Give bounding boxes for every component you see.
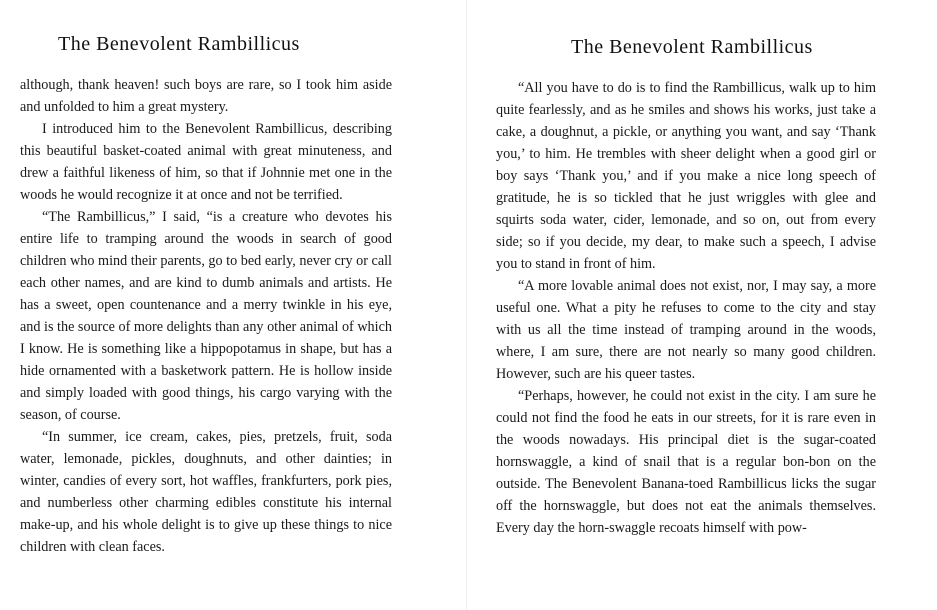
right-text-block bbox=[496, 77, 876, 539]
page-gutter bbox=[466, 0, 467, 610]
left-running-head: The Benevolent Rambillicus bbox=[58, 33, 300, 55]
left-text-block bbox=[20, 74, 392, 558]
left-page bbox=[0, 0, 468, 610]
left-paragraph-2: I introduced him to the Benevolent Rambillicus, describing this beautiful basket-coated animal with great minuteness, and drew a faithful likeness of him, so that if Johnnie met one in the woods he would recognize it at once and not be terrified. bbox=[20, 121, 392, 203]
right-paragraph-3: “Perhaps, however, he could not exist in the city. I am sure he could not find the food he eats in our streets, for it is rare even in the woods nowadays. His principal diet is the sugar-coated hornswaggle, a kind of snail that is a regular bon-bon on the outside. The Benevolent Banana-toed Rambillicus licks the sugar off the hornswaggle, but does not eat the animals themselves. Every day the horn-swaggle recoats himself with pow- bbox=[496, 388, 876, 536]
right-page bbox=[468, 0, 937, 610]
left-paragraph-4: “In summer, ice cream, cakes, pies, pretzels, fruit, soda water, lemonade, pickles, doughnuts, and other dainties; in winter, candies of every sort, hot waffles, frankfurters, pork pies, and numberless other charming edibles constitute his internal make-up, and his whole delight is to give up these things to nice children with clean faces. bbox=[20, 429, 392, 555]
right-running-head: The Benevolent Rambillicus bbox=[571, 36, 813, 58]
left-paragraph-1: although, thank heaven! such boys are rare, so I took him aside and unfolded to him a great mystery. bbox=[20, 77, 392, 115]
right-paragraph-1: “All you have to do is to find the Rambillicus, walk up to him quite fearlessly, and as he smiles and shows his works, just take a cake, a doughnut, a pickle, or anything you want, and say ‘Thank you,’ to him. He trembles with sheer delight when a good girl or boy says ‘Thank you,’ and if you make a nice long speech of gratitude, he is so tickled that he just wriggles with glee and squirts soda water, cider, lemonade, and so on, out from every side; so if you decide, my dear, to make such a speech, I advise you to stand in front of him. bbox=[496, 80, 876, 272]
left-paragraph-3: “The Rambillicus,” I said, “is a creature who devotes his entire life to tramping around the woods in search of good children who mind their parents, go to bed early, never cry or call each other names, and are kind to dumb animals and artists. He has a sweet, open countenance and a merry twinkle in his eye, and is the source of more delights than any other animal of which I know. He is something like a hippopotamus in shape, but has a hide ornamented with a basketwork pattern. He is hollow inside and simply loaded with good things, his cargo varying with the season, of course. bbox=[20, 209, 392, 423]
right-paragraph-2: “A more lovable animal does not exist, nor, I may say, a more useful one. What a pity he refuses to come to the city and stay with us all the time instead of tramping around in the woods, where, I am sure, there are not nearly so many good children. However, such are his queer tastes. bbox=[496, 278, 876, 382]
